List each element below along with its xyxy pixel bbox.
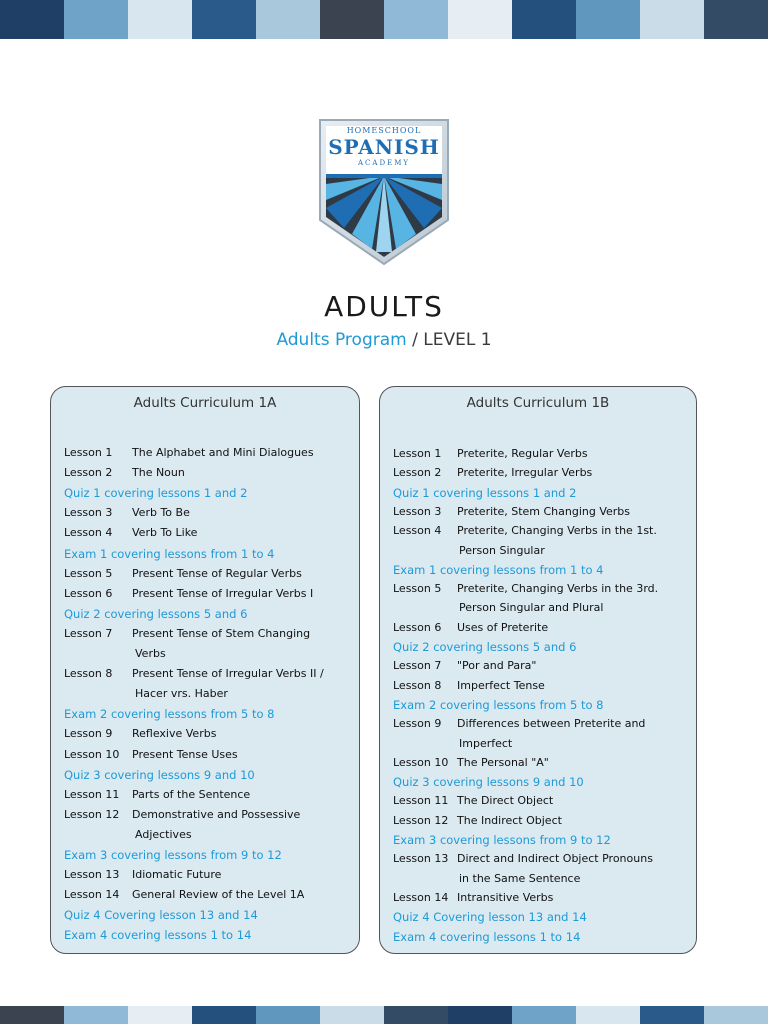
band-tile <box>0 1006 64 1024</box>
lesson-topic: The Noun <box>132 466 185 480</box>
band-tile <box>320 0 384 39</box>
lesson-number: Lesson 8 <box>393 678 442 692</box>
lesson-number: Lesson 5 <box>64 566 113 580</box>
lesson-topic: General Review of the Level 1A <box>132 888 305 902</box>
lesson-topic: Uses of Preterite <box>457 620 549 634</box>
lesson-topic: Adjectives <box>135 827 192 841</box>
lesson-number: Lesson 7 <box>64 626 113 640</box>
lesson-topic: "Por and Para" <box>457 659 537 673</box>
lesson-topic: Preterite, Changing Verbs in the 3rd. <box>457 582 659 596</box>
lesson-number: Lesson 12 <box>393 813 449 827</box>
assessment-note: Quiz 4 Covering lesson 13 and 14 <box>64 908 258 923</box>
lesson-number: Lesson 11 <box>393 794 449 808</box>
logo-line-homeschool: HOMESCHOOL <box>346 126 422 135</box>
curriculum-1a-card <box>50 386 360 954</box>
lesson-number: Lesson 1 <box>64 446 113 459</box>
band-tile <box>0 0 64 39</box>
lesson-topic: Present Tense of Stem Changing <box>132 626 311 640</box>
band-tile <box>512 0 576 39</box>
assessment-note: Quiz 2 covering lessons 5 and 6 <box>393 640 577 654</box>
lesson-topic: Imperfect <box>459 736 513 750</box>
lesson-number: Lesson 7 <box>393 659 442 673</box>
lesson-number: Lesson 10 <box>64 747 120 761</box>
lesson-topic: Verb To Like <box>132 526 198 540</box>
assessment-note: Quiz 4 Covering lesson 13 and 14 <box>393 910 587 925</box>
lesson-number: Lesson 9 <box>393 717 442 731</box>
assessment-note: Exam 2 covering lessons from 5 to 8 <box>64 707 275 722</box>
lesson-number: Lesson 3 <box>393 504 442 518</box>
band-tile <box>192 0 256 39</box>
band-tile <box>384 1006 448 1024</box>
lesson-number: Lesson 13 <box>393 852 449 866</box>
assessment-note: Exam 4 covering lessons 1 to 14 <box>64 928 252 943</box>
lesson-topic: Reflexive Verbs <box>132 727 217 741</box>
lesson-topic: Demonstrative and Possessive <box>132 807 301 821</box>
assessment-note: Quiz 1 covering lessons 1 and 2 <box>393 485 577 500</box>
lesson-number: Lesson 13 <box>64 868 120 882</box>
lesson-number: Lesson 3 <box>64 506 113 520</box>
band-tile <box>192 1006 256 1024</box>
lesson-number: Lesson 2 <box>64 466 113 480</box>
curriculum-1a-list <box>51 387 359 953</box>
lesson-number: Lesson 5 <box>393 582 442 596</box>
lesson-number: Lesson 6 <box>393 620 442 634</box>
lesson-topic: Verb To Be <box>132 506 190 520</box>
curriculum-1b-title: Adults Curriculum 1B <box>466 395 610 411</box>
band-tile <box>64 1006 128 1024</box>
assessment-note: Exam 2 covering lessons from 5 to 8 <box>393 697 604 712</box>
band-tile <box>256 0 320 39</box>
lesson-number: Lesson 4 <box>393 524 442 538</box>
band-tile <box>256 1006 320 1024</box>
lesson-number: Lesson 6 <box>64 586 113 600</box>
band-tile <box>64 0 128 39</box>
lesson-topic: in the Same Sentence <box>459 871 581 885</box>
lesson-number: Lesson 4 <box>64 526 113 540</box>
lesson-number: Lesson 2 <box>393 466 442 480</box>
bottom-decorative-band <box>0 1006 768 1024</box>
program-level: LEVEL 1 <box>423 330 492 350</box>
lesson-number: Lesson 10 <box>393 755 449 769</box>
assessment-note: Quiz 3 covering lessons 9 and 10 <box>393 775 584 790</box>
assessment-note: Quiz 3 covering lessons 9 and 10 <box>64 767 255 782</box>
lesson-topic: Preterite, Regular Verbs <box>457 447 588 460</box>
assessment-note: Exam 1 covering lessons from 1 to 4 <box>64 546 275 561</box>
band-tile <box>320 1006 384 1024</box>
assessment-note: Exam 4 covering lessons 1 to 14 <box>393 929 581 944</box>
band-tile <box>448 0 512 39</box>
lesson-topic: Present Tense Uses <box>132 747 238 761</box>
band-tile <box>448 1006 512 1024</box>
lesson-topic: Intransitive Verbs <box>457 890 554 904</box>
lesson-topic: The Alphabet and Mini Dialogues <box>132 446 314 459</box>
lesson-topic: The Personal "A" <box>457 755 549 769</box>
band-tile <box>128 1006 192 1024</box>
assessment-note: Quiz 1 covering lessons 1 and 2 <box>64 486 248 501</box>
logo-line-academy: ACADEMY <box>358 159 410 167</box>
lesson-topic: Present Tense of Irregular Verbs II / <box>132 667 324 681</box>
program-name: Adults Program <box>276 330 407 350</box>
program-subtitle <box>0 330 768 350</box>
lesson-topic: Person Singular <box>459 543 545 557</box>
lesson-number: Lesson 8 <box>64 667 113 681</box>
curriculum-1b-card <box>379 386 697 954</box>
assessment-note: Exam 1 covering lessons from 1 to 4 <box>393 562 604 577</box>
page-title: ADULTS <box>324 290 444 323</box>
lesson-topic: Differences between Preterite and <box>457 717 646 731</box>
lesson-topic: The Direct Object <box>457 794 554 808</box>
lesson-topic: Preterite, Stem Changing Verbs <box>457 504 631 518</box>
assessment-note: Exam 3 covering lessons from 9 to 12 <box>64 848 282 862</box>
band-tile <box>512 1006 576 1024</box>
lesson-topic: Present Tense of Regular Verbs <box>132 566 302 580</box>
assessment-note: Exam 3 covering lessons from 9 to 12 <box>393 833 611 847</box>
lesson-topic: Direct and Indirect Object Pronouns <box>457 852 653 866</box>
logo-line-spanish: SPANISH <box>328 135 440 159</box>
band-tile <box>704 1006 768 1024</box>
assessment-note: Quiz 2 covering lessons 5 and 6 <box>64 606 248 621</box>
lesson-topic: Person Singular and Plural <box>459 601 604 615</box>
band-tile <box>640 0 704 39</box>
curriculum-1b-list <box>380 387 696 953</box>
lesson-number: Lesson 14 <box>64 888 120 902</box>
band-tile <box>576 1006 640 1024</box>
band-tile <box>128 0 192 39</box>
band-tile <box>640 1006 704 1024</box>
homeschool-spanish-academy-logo <box>316 116 452 268</box>
lesson-topic: Preterite, Irregular Verbs <box>457 466 593 480</box>
subtitle-separator: / <box>406 330 424 350</box>
lesson-topic: Verbs <box>135 647 166 660</box>
lesson-number: Lesson 9 <box>64 727 113 741</box>
lesson-number: Lesson 1 <box>393 447 442 460</box>
curriculum-1a-title: Adults Curriculum 1A <box>133 395 277 411</box>
top-decorative-band <box>0 0 768 39</box>
lesson-number: Lesson 11 <box>64 787 120 801</box>
lesson-topic: Imperfect Tense <box>457 678 545 692</box>
band-tile <box>576 0 640 39</box>
lesson-topic: Present Tense of Irregular Verbs I <box>132 586 314 600</box>
lesson-topic: The Indirect Object <box>457 813 562 827</box>
band-tile <box>384 0 448 39</box>
lesson-number: Lesson 14 <box>393 890 449 904</box>
lesson-topic: Hacer vrs. Haber <box>135 687 228 701</box>
lesson-topic: Parts of the Sentence <box>132 787 251 801</box>
lesson-topic: Idiomatic Future <box>132 868 222 882</box>
lesson-number: Lesson 12 <box>64 807 120 821</box>
band-tile <box>704 0 768 39</box>
lesson-topic: Preterite, Changing Verbs in the 1st. <box>457 524 657 538</box>
